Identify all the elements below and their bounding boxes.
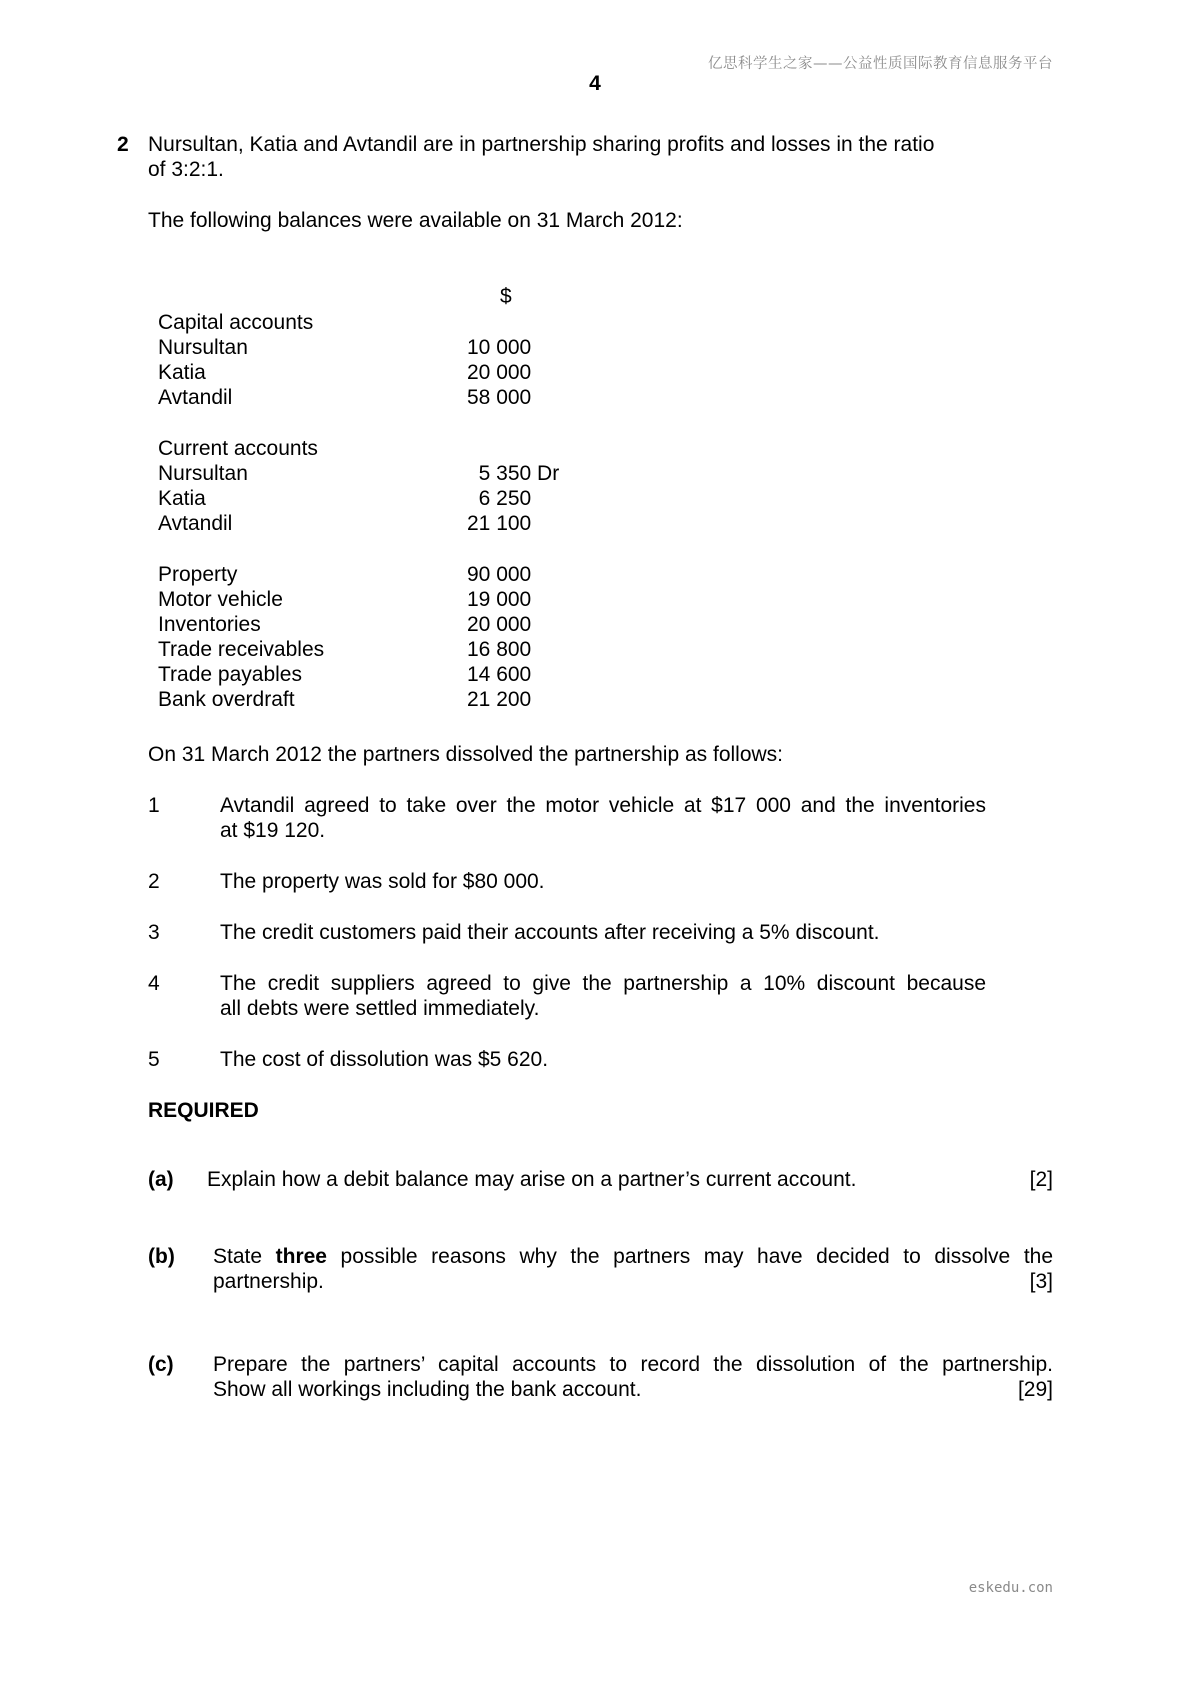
balance-label: Property [158, 563, 238, 586]
balance-value: 5 350 Dr [467, 462, 560, 485]
balance-value: 58 000 [467, 386, 532, 409]
part-c-line-2: Show all workings including the bank account. [213, 1378, 642, 1401]
balance-value: 16 800 [467, 638, 532, 661]
balance-label: Trade receivables [158, 638, 325, 661]
part-b-marks: [3] [1029, 1270, 1053, 1293]
part-a-text: Explain how a debit balance may arise on a partner’s current account. [207, 1168, 857, 1191]
part-c-line-1: Prepare the partners’ capital accounts to record the dissolution of the partnership. [213, 1353, 1053, 1376]
list-item-number: 3 [148, 921, 160, 944]
balance-label: Inventories [158, 613, 261, 636]
list-item-number: 4 [148, 972, 160, 995]
question-number: 2 [117, 133, 129, 156]
balance-label: Katia [158, 361, 206, 384]
balance-label: Avtandil [158, 512, 233, 535]
balance-value: 20 000 [467, 361, 532, 384]
dissolution-intro: On 31 March 2012 the partners dissolved the partnership as follows: [148, 743, 784, 766]
part-a-marks: [2] [1029, 1168, 1053, 1191]
balance-value: 6 250 [467, 487, 532, 510]
balance-value: 20 000 [467, 613, 532, 636]
list-item-number: 5 [148, 1048, 160, 1071]
currency-header: $ [500, 285, 512, 308]
balance-label: Avtandil [158, 386, 233, 409]
list-item: The cost of dissolution was $5 620. [220, 1048, 549, 1071]
balance-label: Trade payables [158, 663, 302, 686]
part-b-text [213, 1244, 1053, 1294]
balance-value: 21 100 [467, 512, 532, 535]
balance-value: 90 000 [467, 563, 532, 586]
list-item-number: 2 [148, 870, 160, 893]
list-item-line: all debts were settled immediately. [220, 997, 540, 1020]
list-item: The property was sold for $80 000. [220, 870, 545, 893]
page-number: 4 [589, 72, 601, 95]
part-a-label: (a) [148, 1168, 174, 1191]
part-c-text [213, 1352, 1053, 1402]
watermark-footer: eskedu.con [968, 1580, 1053, 1596]
balance-value: 14 600 [467, 663, 532, 686]
balance-value: 19 000 [467, 588, 532, 611]
list-item [220, 971, 986, 1021]
list-item-line: Avtandil agreed to take over the motor vehicle at $17 000 and the inventories [220, 794, 986, 817]
part-c-label: (c) [148, 1353, 174, 1376]
part-b-line-2: partnership. [213, 1270, 324, 1293]
part-b-line-1: State three possible reasons why the partners may have decided to dissolve the [213, 1245, 1054, 1268]
balance-value: 10 000 [467, 336, 532, 359]
part-b-label: (b) [148, 1245, 175, 1268]
capital-accounts-heading: Capital accounts [158, 311, 314, 334]
part-c-marks: [29] [1017, 1378, 1053, 1401]
list-item [220, 793, 986, 843]
balance-label: Katia [158, 487, 206, 510]
list-item-line: The credit suppliers agreed to give the partnership a 10% discount because [220, 972, 986, 995]
balance-label: Nursultan [158, 336, 248, 359]
balance-label: Bank overdraft [158, 688, 295, 711]
balance-label: Motor vehicle [158, 588, 283, 611]
balance-label: Nursultan [158, 462, 248, 485]
question-intro-line-1: Nursultan, Katia and Avtandil are in partnership sharing profits and losses in the ratio [148, 133, 935, 156]
balances-intro: The following balances were available on 31 March 2012: [148, 209, 683, 232]
list-item: The credit customers paid their accounts after receiving a 5% discount. [220, 921, 880, 944]
list-item-line: at $19 120. [220, 819, 326, 842]
list-item-number: 1 [148, 794, 160, 817]
current-accounts-heading: Current accounts [158, 437, 318, 460]
watermark-header: 亿思科学生之家——公益性质国际教育信息服务平台 [708, 56, 1053, 72]
required-heading: REQUIRED [148, 1099, 259, 1122]
balance-value: 21 200 [467, 688, 532, 711]
question-intro-line-2: of 3:2:1. [148, 158, 224, 181]
